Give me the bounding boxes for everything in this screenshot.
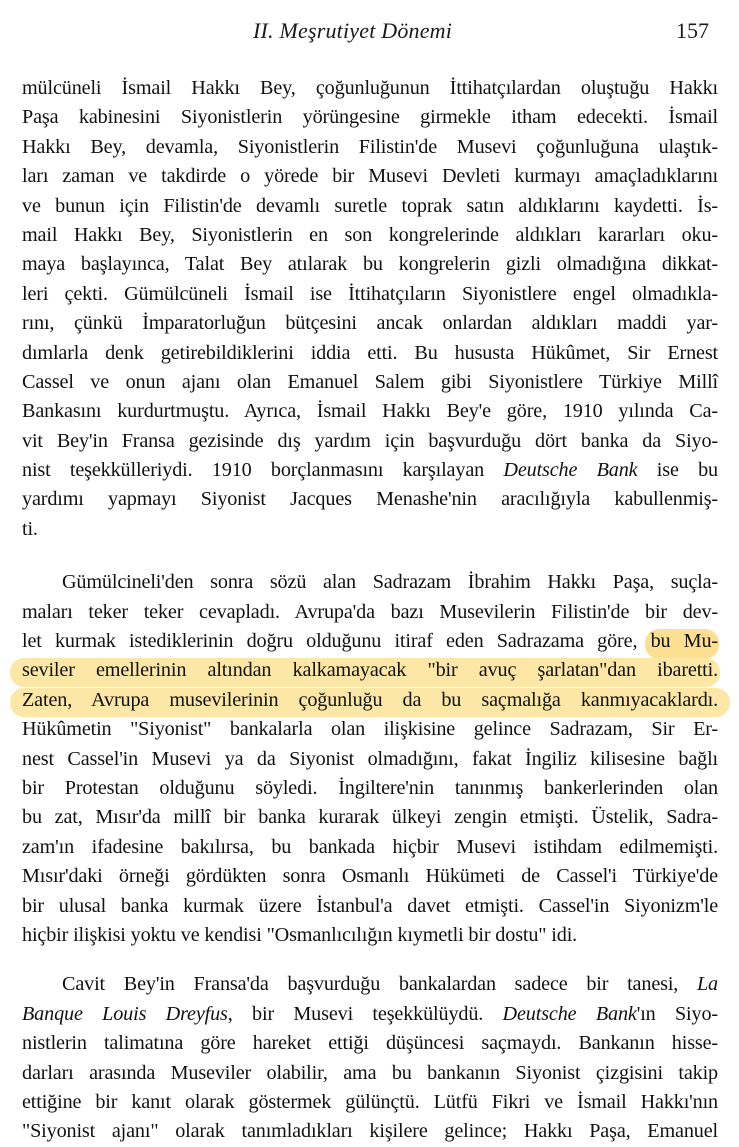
text-span: , bir Musevi teşekkülüydü. (227, 1002, 503, 1025)
text-line (22, 1000, 718, 1029)
text-line: vit Bey'in Fransa gezisinde dış yardım için başvurduğu dört banka da Siyo- (22, 429, 718, 452)
running-title: II. Meşrutiyet Dönemi (253, 18, 453, 43)
paragraph-2 (22, 568, 718, 950)
text-line-content (22, 627, 718, 656)
text-line: maya başlayınca, Talat Bey atılarak bu kongrelerin gizli olmadığına dikkat- (22, 253, 718, 276)
italic-bank-name: La (696, 973, 718, 996)
text-line: leri çekti. Gümülcüneli İsmail ise İttihatçıların Siyonistlere engel olmadıkla- (22, 282, 718, 305)
highlighted-text: seviler emellerinin altından kalkamayacak "bir avuç şarlatan"dan ibaretti. (22, 659, 718, 682)
highlighted-line (22, 686, 718, 715)
text-line: Mısır'daki örneği gördükten sonra Osmanlı Hükümeti de Cassel'i Türkiye'de (22, 865, 718, 888)
paragraph-gap (22, 544, 718, 568)
highlighted-text: bu Mu- (650, 630, 718, 653)
text-line: dımlarla denk getirebildiklerini iddia etti. Bu hususta Hükûmet, Sir Ernest (22, 341, 718, 364)
page-number: 157 (676, 18, 709, 43)
running-header (0, 14, 739, 48)
text-line: darları arasında Museviler olabilir, ama bu bankanın Siyonist çizgisini takip (22, 1061, 718, 1084)
italic-bank-name: Banque Louis Dreyfus (22, 1002, 228, 1025)
text-line: bir ulusal banka kurmak üzere İstanbul'a davet etmişti. Cassel'in Siyonizm'le (22, 894, 718, 917)
text-line (22, 970, 718, 999)
text-line: nest Cassel'in Musevi ya da Siyonist olmadığını, fakat İngiliz kilisesine bağlı (22, 747, 718, 770)
text-span: let kurmak istediklerinin doğru olduğunu itiraf eden Sadrazama göre, (22, 630, 651, 653)
italic-bank-name: Deutsche Bank (502, 1002, 637, 1025)
text-line: nistlerin talimatına göre hareket ettiği düşüncesi saçmaydı. Bankanın hisse- (22, 1032, 718, 1055)
text-line: Gümülcineli'den sonra sözü alan Sadrazam İbrahim Hakkı Paşa, suçla- (62, 571, 718, 594)
highlighted-line (22, 656, 718, 685)
highlighted-text: Zaten, Avrupa musevilerinin çoğunluğu da bu saçmalığa kanmıyacaklardı. (22, 688, 718, 711)
text-span: ise bu (637, 459, 718, 482)
text-line: Hakkı Bey, devamla, Siyonistlerin Filistin'de Musevi çoğunluğuna ulaştık- (22, 135, 718, 158)
italic-bank-name: Deutsche Bank (503, 459, 638, 482)
text-line: mülcüneli İsmail Hakkı Bey, çoğunluğunun İttihatçılardan oluştuğu Hakkı (22, 77, 718, 99)
text-line: "Siyonist ajanı" olarak tanımladıkları kişilere gelince; Hakkı Paşa, Emanuel (22, 1120, 718, 1143)
text-line: rını, çünkü İmparatorluğun bütçesini ancak onlardan aldıkları maddi yar- (22, 312, 718, 335)
text-span: nist teşekkülleriydi. 1910 borçlanmasını karşılayan (22, 459, 504, 482)
text-line: hiçbir ilişkisi yoktu ve kendisi "Osmanlıcılığın kıymetli bir dostu" idi. (22, 923, 578, 946)
text-line: ve bunun için Filistin'de devamlı suretle toprak satın aldıklarını kaydetti. İs- (22, 194, 718, 217)
text-line: Paşa kabinesini Siyonistlerin yörüngesine girmekle itham edecekti. İsmail (22, 106, 718, 129)
text-line: Cassel ve onun ajanı olan Emanuel Salem gibi Siyonistlere Türkiye Millî (22, 370, 718, 393)
text-line: Bankasını kurdurtmuştu. Ayrıca, İsmail Hakkı Bey'e göre, 1910 yılında Ca- (22, 400, 718, 423)
text-line: mail Hakkı Bey, Siyonistlerin en son kongrelerinde aldıkları kararları oku- (22, 223, 718, 246)
text-line (22, 456, 718, 485)
text-line: yardımı yapmayı Siyonist Jacques Menashe'nin aracılığıyla kabullenmiş- (22, 488, 718, 511)
text-line: maları teker teker cevapladı. Avrupa'da bazı Musevilerin Filistin'de bir dev- (22, 600, 718, 623)
body-text (22, 74, 718, 1147)
paragraph-1 (22, 74, 718, 544)
text-line (22, 627, 718, 656)
text-line: ettiğine bir kanıt olarak göstermek gülünçtü. Lütfü Fikri ve İsmail Hakkı'nın (22, 1090, 718, 1113)
text-span: Cavit Bey'in Fransa'da başvurduğu bankalardan sadece bir tanesi, (62, 973, 697, 996)
paragraph-3 (22, 970, 718, 1146)
text-line: zam'ın ifadesine bakılırsa, bu bankada hiçbir Musevi istihdam edilmemişti. (22, 835, 718, 858)
text-line: Hükûmetin "Siyonist" bankalarla olan ilişkisine gelince Sadrazam, Sir Er- (22, 718, 718, 741)
text-line: bir Protestan olduğunu söyledi. İngiltere'nin tanınmış bankerlerinden olan (22, 776, 718, 799)
text-span: 'ın Siyo- (636, 1002, 718, 1025)
paragraph-gap (22, 950, 718, 970)
text-line: ları zaman ve takdirde o yörede bir Musevi Devleti kurmayı amaçladıklarını (22, 165, 718, 188)
text-line: bu zat, Mısır'da millî bir banka kurarak ülkeyi zengin etmişti. Üstelik, Sadra- (22, 806, 718, 829)
text-line: ti. (22, 517, 38, 540)
